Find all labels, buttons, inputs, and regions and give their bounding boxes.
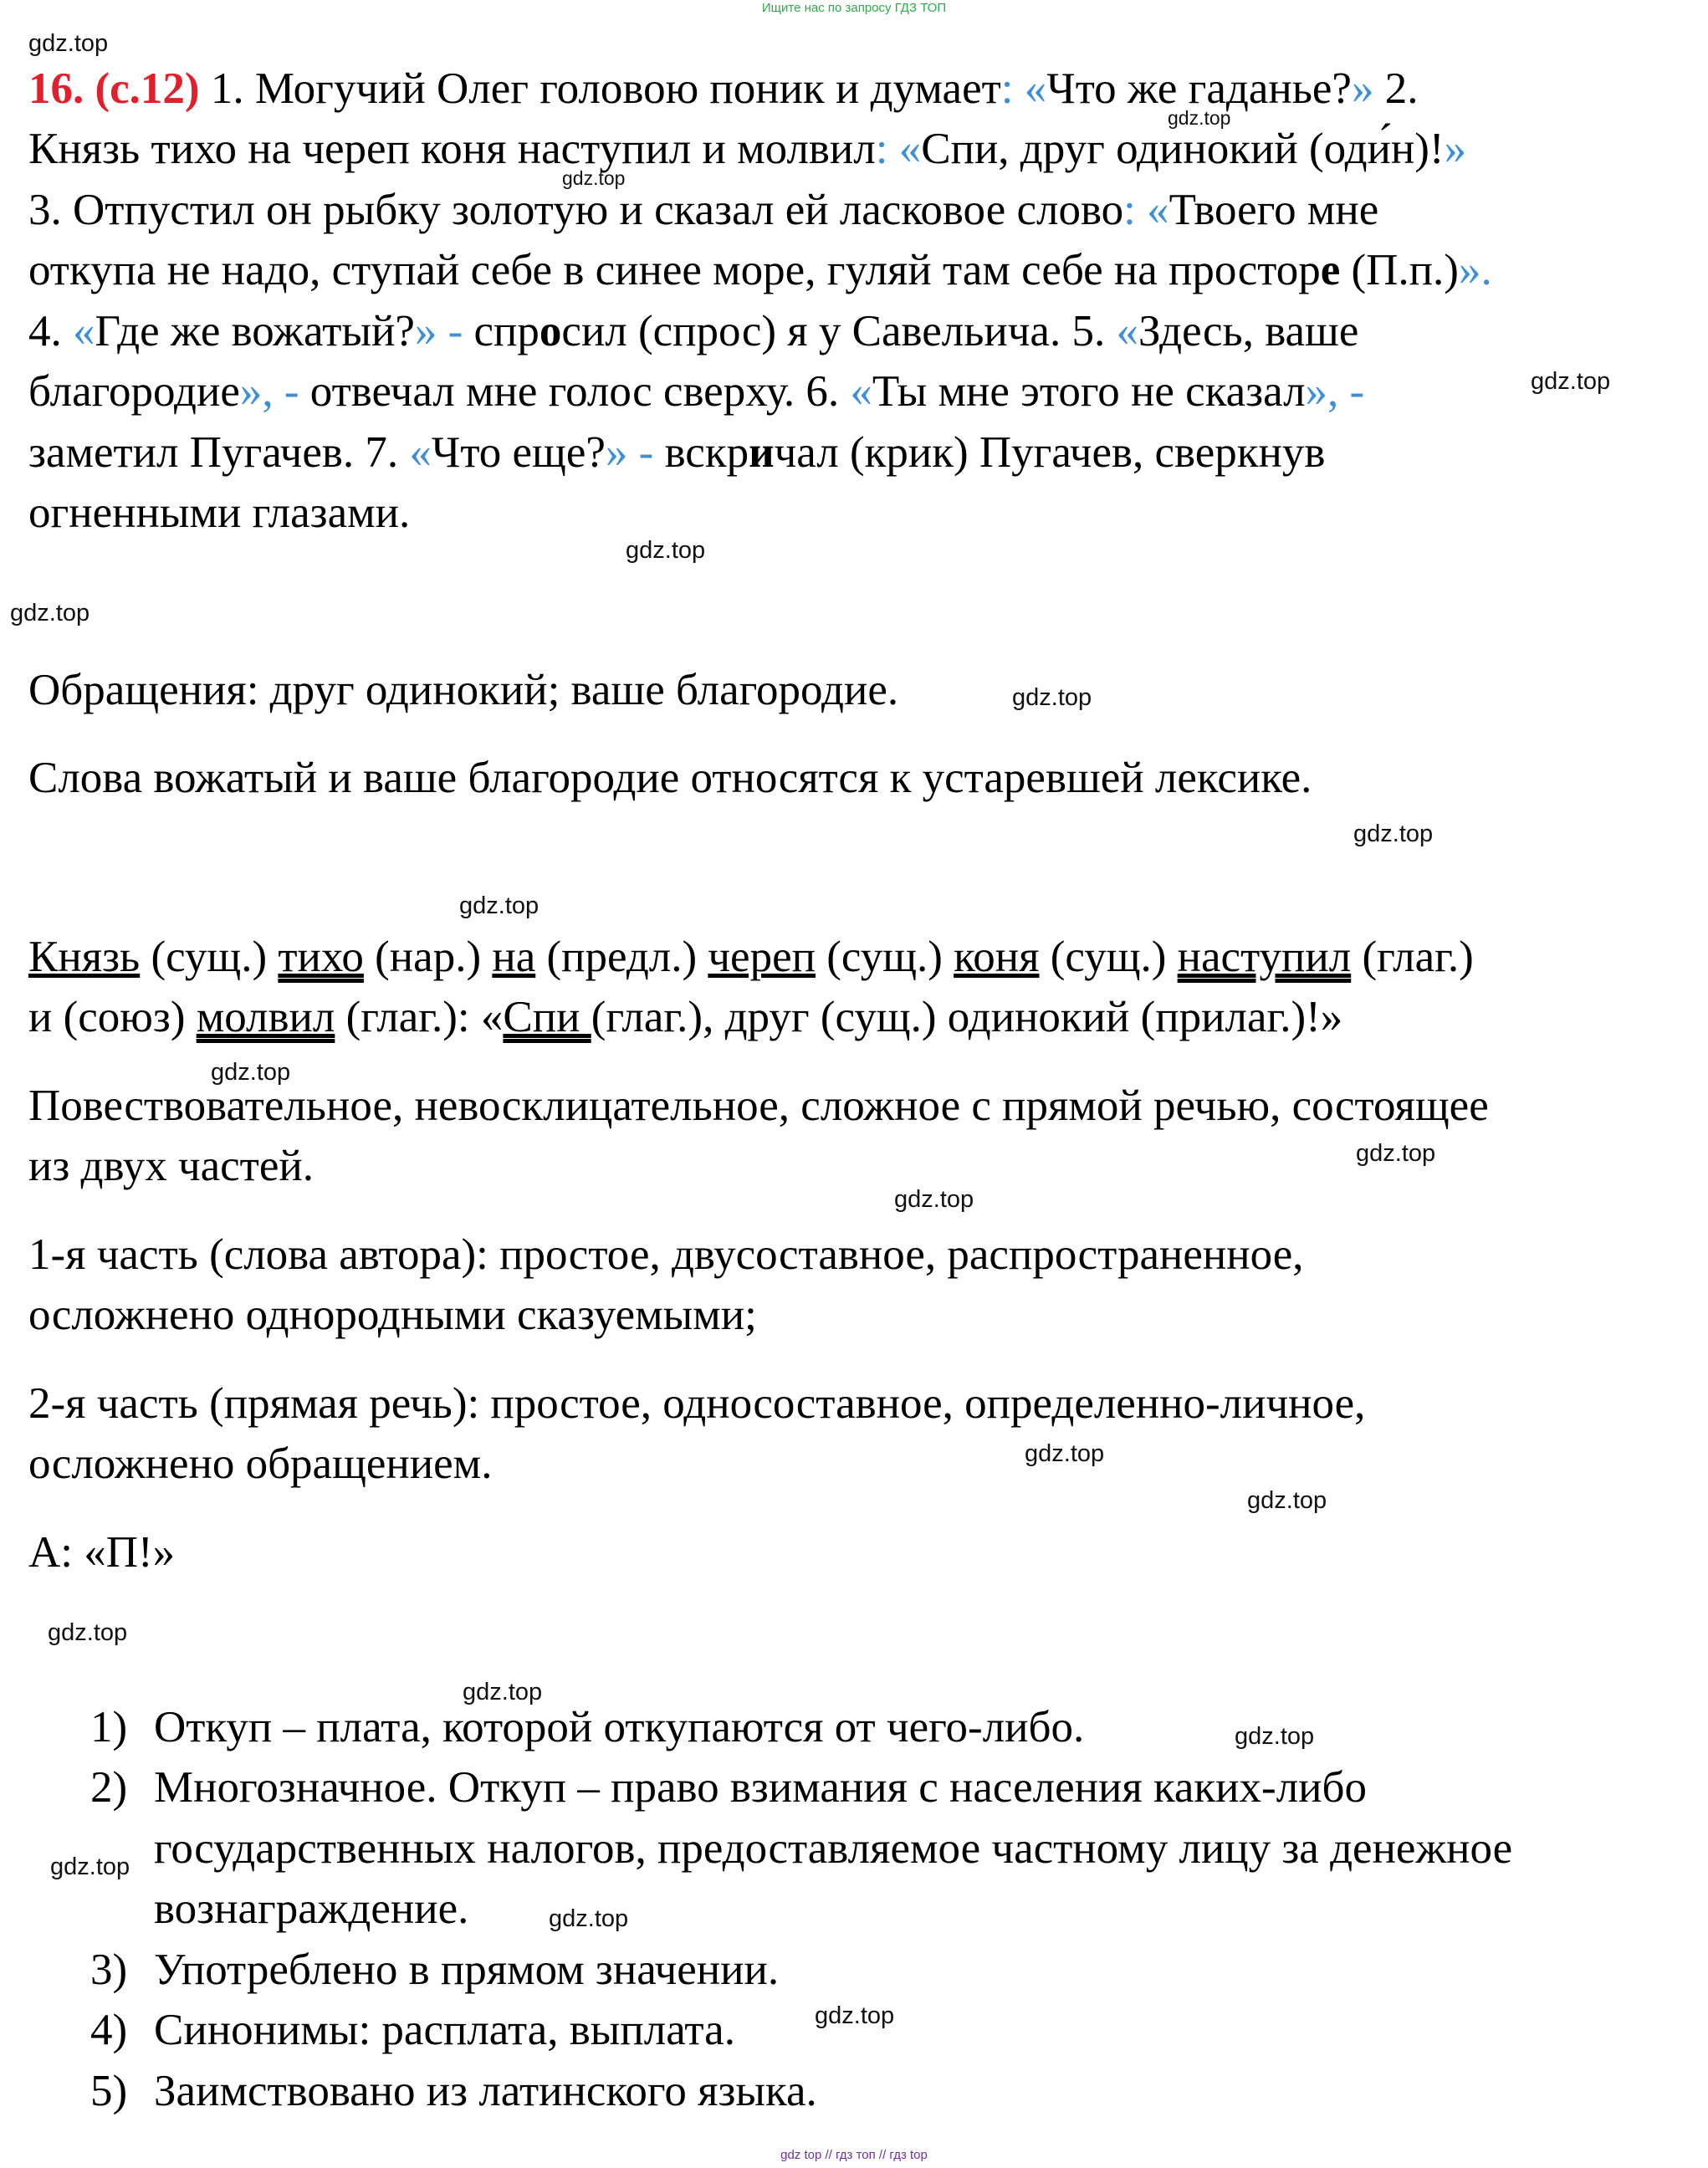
watermark: gdz.top xyxy=(1168,107,1231,129)
passage-line-1: 16. (с.12) 1. Могучий Олег головою поник и думает: «Что же гаданье?» 2. xyxy=(28,64,1419,113)
list-item: 3) Употреблено в прямом значении. xyxy=(90,1946,780,1994)
task-number: 16. (с.12) xyxy=(28,64,200,113)
watermark: gdz.top xyxy=(28,30,109,57)
passage-line-5: 4. «Где же вожатый?» - спросил (спрос) я у Савельича. 5. «Здесь, ваше xyxy=(28,307,1359,355)
watermark: gdz.top xyxy=(1012,684,1092,711)
passage-line-8: огненными глазами. xyxy=(28,488,411,537)
watermark: gdz.top xyxy=(459,892,540,919)
watermark: gdz.top xyxy=(1247,1487,1327,1514)
bottom-banner: gdz top // гдз топ // гдз top xyxy=(780,2148,928,2162)
watermark: gdz.top xyxy=(894,1186,974,1213)
watermark: gdz.top xyxy=(562,167,626,189)
list-item: 4) Синонимы: расплата, выплата. xyxy=(90,2006,735,2054)
passage-line-7: заметил Пугачев. 7. «Что еще?» - вскричал (крик) Пугачев, сверкнув xyxy=(28,428,1326,477)
passage-line-4: откупа не надо, ступай себе в синее море, гуляй там себе на просторе (П.п.)». xyxy=(28,246,1492,294)
watermark: gdz.top xyxy=(549,1905,629,1932)
part1-line-1: 1-я часть (слова автора): простое, двусоставное, распространенное, xyxy=(28,1230,1304,1279)
parse-line-2: и (союз) молвил (глаг.): «Спи (глаг.), друг (сущ.) одинокий (прилаг.)!» xyxy=(28,993,1343,1041)
passage-line-2: Князь тихо на череп коня наступил и молвил: «Спи, друг одинокий (оди́н)!» xyxy=(28,125,1467,173)
watermark: gdz.top xyxy=(1356,1140,1436,1167)
watermark: gdz.top xyxy=(1235,1723,1315,1750)
archaic-text: Слова вожатый и ваше благородие относятся к устаревшей лексике. xyxy=(28,754,1312,802)
analysis-line-1: Повествовательное, невосклицательное, сложное с прямой речью, состоящее xyxy=(28,1081,1489,1130)
watermark: gdz.top xyxy=(10,600,90,626)
list-item: 2) Многозначное. Откуп – право взимания с населения каких-либо xyxy=(90,1763,1367,1812)
part1-line-2: осложнено однородными сказуемыми; xyxy=(28,1291,757,1339)
sentence-scheme: А: «П!» xyxy=(28,1528,176,1577)
watermark: gdz.top xyxy=(48,1619,128,1646)
list-item-continuation: государственных налогов, предоставляемое частному лицу за денежное xyxy=(154,1824,1513,1873)
watermark: gdz.top xyxy=(50,1854,130,1880)
passage-line-3: 3. Отпустил он рыбку золотую и сказал ей ласковое слово: «Твоего мне xyxy=(28,186,1379,234)
list-item-continuation: вознаграждение. xyxy=(154,1884,469,1933)
watermark: gdz.top xyxy=(1025,1440,1105,1467)
watermark: gdz.top xyxy=(463,1679,543,1705)
watermark: gdz.top xyxy=(1531,368,1611,395)
parse-line-1: Князь (сущ.) тихо (нар.) на (предл.) череп (сущ.) коня (сущ.) наступил (глаг.) xyxy=(28,933,1474,981)
part2-line-2: осложнено обращением. xyxy=(28,1439,493,1488)
list-item: 1) Откуп – плата, которой откупаются от чего-либо. xyxy=(90,1703,1085,1751)
watermark: gdz.top xyxy=(211,1059,291,1086)
analysis-line-2: из двух частей. xyxy=(28,1142,314,1190)
watermark: gdz.top xyxy=(815,2002,895,2029)
passage-line-6: благородие», - отвечал мне голос сверху. 6. «Ты мне этого не сказал», - xyxy=(28,367,1365,416)
watermark: gdz.top xyxy=(626,537,706,564)
appeals-text: Обращения: друг одинокий; ваше благородие. xyxy=(28,666,899,714)
part2-line-1: 2-я часть (прямая речь): простое, односоставное, определенно-личное, xyxy=(28,1379,1366,1428)
top-banner: Ищите нас по запросу ГДЗ ТОП xyxy=(761,1,947,15)
list-item: 5) Заимствовано из латинского языка. xyxy=(90,2067,817,2115)
watermark: gdz.top xyxy=(1353,821,1434,847)
